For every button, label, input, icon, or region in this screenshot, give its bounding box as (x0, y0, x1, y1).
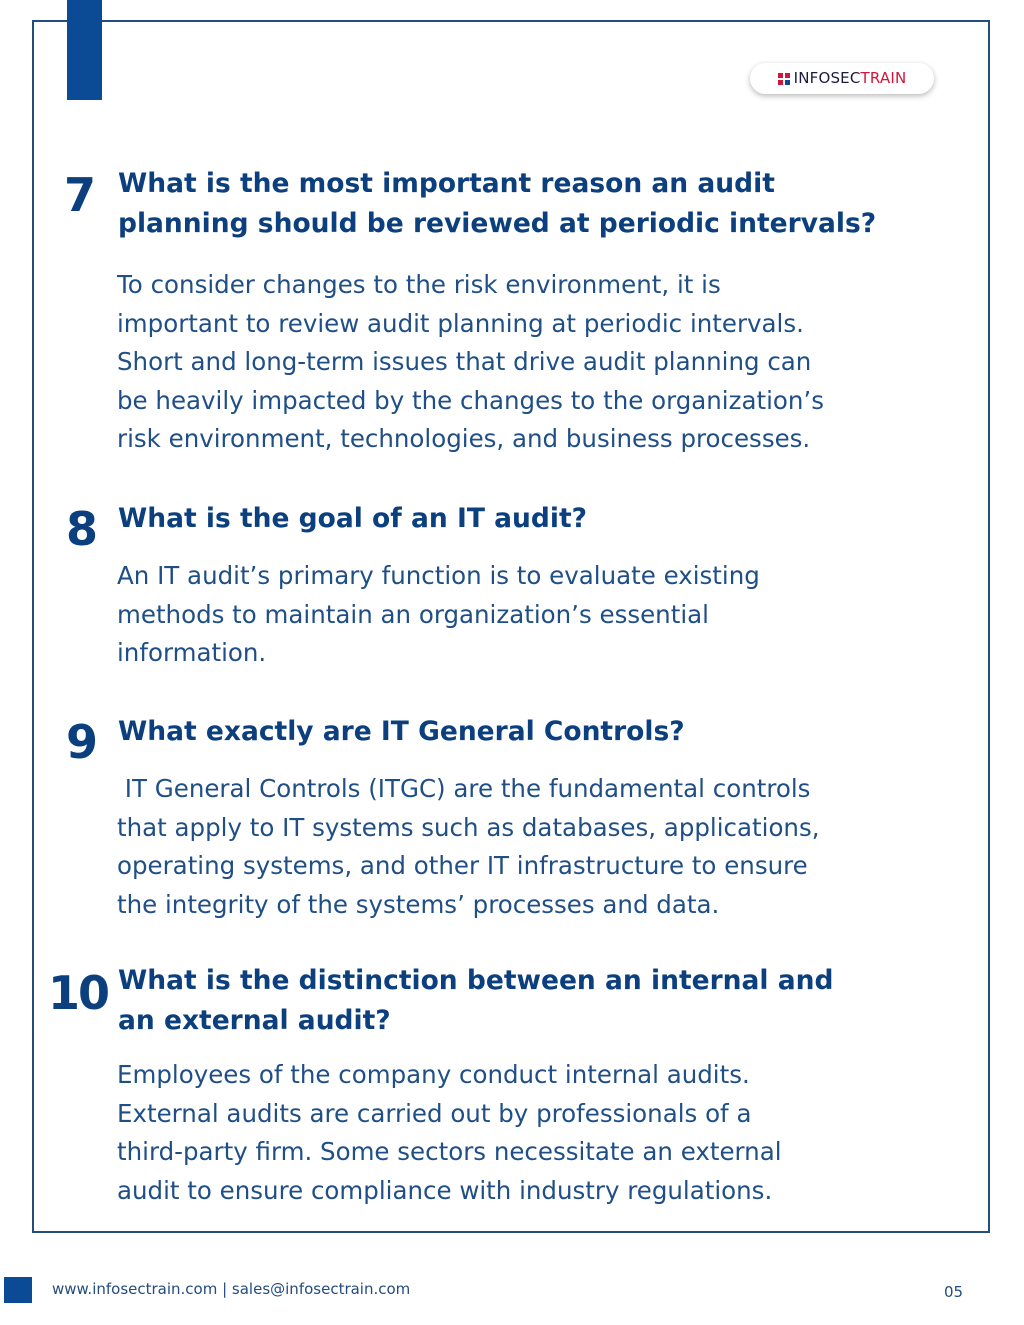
answer-text (117, 266, 957, 459)
logo-mark-icon (778, 73, 790, 85)
answer-line: be heavily impacted by the changes to the organization’s (117, 385, 824, 415)
question-line: What is the goal of an IT audit? (118, 503, 587, 534)
answer-line: IT General Controls (ITGC) are the fundamental controls (117, 774, 811, 803)
question-line: What exactly are IT General Controls? (118, 716, 685, 747)
question-title (118, 961, 998, 1041)
answer-text (117, 770, 957, 924)
answer-line: information. (117, 638, 267, 667)
answer-line: methods to maintain an organization’s essential (117, 599, 709, 629)
answer-line: the integrity of the systems’ processes and data. (117, 889, 720, 919)
question-number: 10 (48, 966, 109, 1020)
top-accent-bar (67, 0, 102, 100)
answer-line: risk environment, technologies, and business processes. (117, 424, 811, 453)
footer-contact-links[interactable]: www.infosectrain.com | sales@infosectrain.com (52, 1280, 411, 1298)
answer-text (117, 1056, 957, 1210)
question-title (118, 499, 998, 539)
question-number: 8 (66, 502, 97, 556)
question-number: 7 (64, 168, 95, 222)
answer-line: operating systems, and other IT infrastructure to ensure (117, 851, 808, 880)
question-number: 9 (66, 715, 97, 769)
logo-text (794, 71, 907, 86)
footer-accent-square (4, 1277, 32, 1303)
infosectrain-logo (750, 63, 934, 94)
question-title (118, 164, 998, 244)
logo-brand-part2: TRAIN (860, 69, 907, 87)
question-title (118, 712, 998, 752)
page-number: 05 (944, 1283, 964, 1301)
answer-line: third-party firm. Some sectors necessitate an external (117, 1137, 782, 1166)
logo-brand-part1: INFOSEC (793, 69, 861, 87)
answer-line: audit to ensure compliance with industry regulations. (117, 1175, 773, 1205)
question-line: planning should be reviewed at periodic intervals? (118, 208, 877, 239)
answer-line: An IT audit’s primary function is to evaluate existing (117, 561, 760, 590)
answer-line: important to review audit planning at periodic intervals. (117, 308, 804, 338)
answer-line: External audits are carried out by professionals of a (117, 1098, 752, 1128)
answer-line: that apply to IT systems such as databases, applications, (117, 812, 820, 842)
answer-line: Short and long-term issues that drive audit planning can (117, 347, 812, 376)
answer-line: To consider changes to the risk environment, it is (117, 270, 721, 299)
question-line: an external audit? (118, 1005, 391, 1036)
question-line: What is the most important reason an audit (118, 168, 775, 199)
answer-text (117, 557, 957, 673)
question-line: What is the distinction between an internal and (118, 965, 834, 996)
answer-line: Employees of the company conduct internal audits. (117, 1060, 750, 1089)
